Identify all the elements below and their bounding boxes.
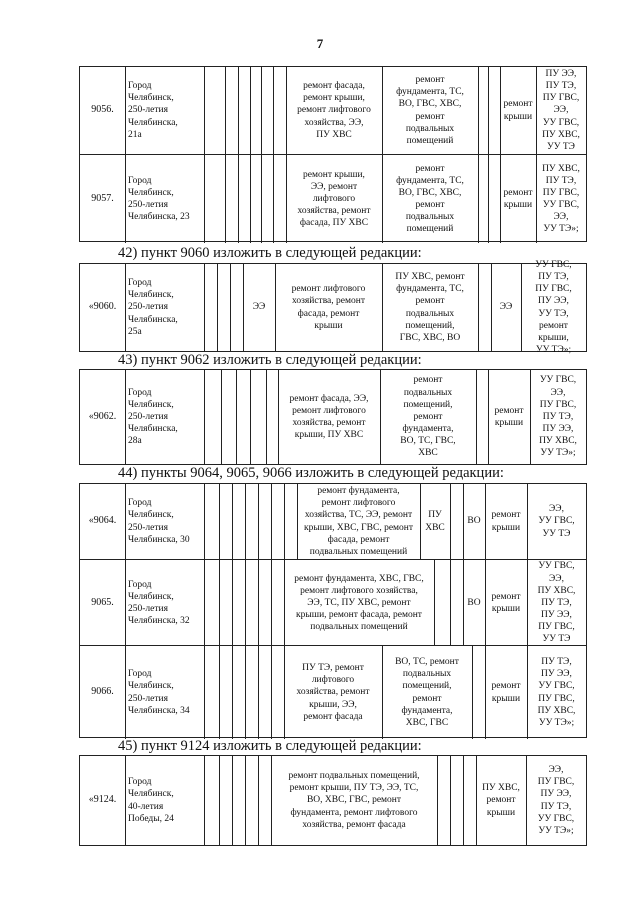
meters-list: ПУ ЭЭ, ПУ ТЭ, ПУ ГВС, ЭЭ, УУ ГВС, ПУ ХВС, УУ ТЭ [542,68,580,152]
table-row-9065 [80,559,586,646]
table-row-9064 [80,484,586,559]
works-group-c: ПУ ХВС, ремонт крыши [482,783,520,818]
meters-list: ПУ ТЭ, ПУ ЭЭ, УУ ГВС, ПУ ГВС, ПУ ХВС, УУ ТЭ»; [537,657,576,728]
works-group-b: ПУ ХВС, ремонт фундамента, ТС, ремонт подвальных помещений, ГВС, ХВС, ВО [395,272,465,343]
page-number: 7 [316,36,324,51]
meters-list: УУ ГВС, ЭЭ, ПУ ГВС, ПУ ТЭ, ПУ ЭЭ, ПУ ХВС, УУ ТЭ»; [539,375,577,459]
meters-list: ЭЭ, ПУ ГВС, ПУ ЭЭ, ПУ ТЭ, УУ ГВС, УУ ТЭ»; [537,765,575,836]
table-row-9056 [80,67,586,154]
meters-list: УУ ГВС, ПУ ТЭ, ПУ ГВС, ПУ ЭЭ, УУ ТЭ, ремонт крыши, УУ ТЭ»; [535,259,572,355]
address: Город Челябинск, 250-летия Челябинска, 25а [128,278,178,337]
heading-42: 42) пункт 9060 изложить в следующей редакции: [118,245,422,261]
address: Город Челябинск, 250-летия Челябинска, 23 [128,175,190,223]
table-row-9057 [80,154,586,243]
table-block-2 [79,259,587,355]
address: Город Челябинск, 250-летия Челябинска, 32 [128,579,190,627]
table-row-9124 [80,756,586,845]
table-row-9062 [80,370,586,464]
table-block-1 [79,66,587,242]
works-group-b2: ВО [467,597,481,608]
works-group-c: ремонт крыши [503,99,533,122]
works-group-a: ремонт фундамента, ремонт лифтового хозяйства, ТС, ЭЭ, ремонт крыши, ХВС, ГВС, ремонт фасада, ремонт подвальных помещений [303,486,414,557]
works-group-b: ремонт фундамента, ТС, ВО, ГВС, ХВС, ремонт подвальных помещений [396,75,464,146]
table-block-5 [79,755,587,846]
table-block-4 [79,483,587,738]
works-group-b: ПУ ХВС [425,510,445,533]
table-row-9060 [80,259,586,355]
works-group-b: ВО, ТС, ремонт подвальных помещений, ремонт фундамента, ХВС, ГВС [395,657,459,728]
heading-44: 44) пункты 9064, 9065, 9066 изложить в следующей редакции: [118,465,504,481]
table-block-3 [79,369,587,465]
works-group-a: ремонт фасада, ЭЭ, ремонт лифтового хозяйства, ремонт крыши, ПУ ХВС [289,393,369,441]
works-group-b2: ВО [467,516,481,527]
works-group-a: ПУ ТЭ, ремонт лифтового хозяйства, ремонт крыши, ЭЭ, ремонт фасада [296,663,370,722]
table-row-9066 [80,645,586,739]
works-group-c: ремонт крыши [491,681,521,704]
works-group-c: ремонт крыши [491,591,521,614]
works-group-c: ремонт крыши [494,405,524,428]
row-number: 9056. [91,104,114,116]
address: Город Челябинск, 250-летия Челябинска, 34 [128,669,190,716]
meters-list: ЭЭ, УУ ГВС, УУ ТЭ [538,504,575,539]
address: Город Челябинск, 250-летия Челябинска, 21а [128,81,178,140]
row-number: «9062. [88,410,117,422]
works-group-b: ремонт подвальных помещений, ремонт фундамента, ВО, ТС, ГВС, ХВС [400,375,456,459]
row-number: 9066. [91,686,114,698]
address: Город Челябинск, 40-летия Победы, 24 [128,777,174,824]
row-number: «9124. [88,794,117,806]
works-group-c: ЭЭ [499,302,513,313]
heading-43: 43) пункт 9062 изложить в следующей редакции: [118,352,422,368]
address: Город Челябинск, 250-летия Челябинска, 30 [128,498,190,545]
works-group-a: ремонт фасада, ремонт крыши, ремонт лифтового хозяйства, ЭЭ, ПУ ХВС [297,81,371,140]
early-works: ЭЭ [252,302,266,313]
row-number: «9064. [88,515,117,527]
row-number: «9060. [88,301,117,313]
heading-45: 45) пункт 9124 изложить в следующей редакции: [118,738,422,754]
meters-list: УУ ГВС, ЭЭ, ПУ ХВС, ПУ ТЭ, ПУ ЭЭ, ПУ ГВС, УУ ТЭ [537,561,576,645]
works-group-a: ремонт подвальных помещений, ремонт крыши, ПУ ТЭ, ЭЭ, ТС, ВО, ХВС, ГВС, ремонт фундамента, ремонт лифтового хозяйства, ремонт фасада [288,771,420,830]
works-group-a: ремонт фундамента, ХВС, ГВС, ремонт лифтового хозяйства, ЭЭ, ТС, ПУ ХВС, ремонт крыши, ремонт фасада, ремонт подвальных помещений [294,573,424,633]
works-group-b: ремонт фундамента, ТС, ВО, ГВС, ХВС, ремонт подвальных помещений [396,163,464,235]
row-number: 9057. [91,192,114,204]
meters-list: ПУ ХВС, ПУ ТЭ, ПУ ГВС, УУ ГВС, ЭЭ, УУ ТЭ»; [542,163,580,235]
works-group-c: ремонт крыши [503,187,533,210]
works-group-a: ремонт крыши, ЭЭ, ремонт лифтового хозяйства, ремонт фасада, ПУ ХВС [297,169,371,229]
row-number: 9065. [91,596,114,608]
address: Город Челябинск, 250-летия Челябинска, 28а [128,387,178,447]
works-group-a: ремонт лифтового хозяйства, ремонт фасада, ремонт крыши [291,284,366,331]
works-group-c: ремонт крыши [491,510,521,533]
